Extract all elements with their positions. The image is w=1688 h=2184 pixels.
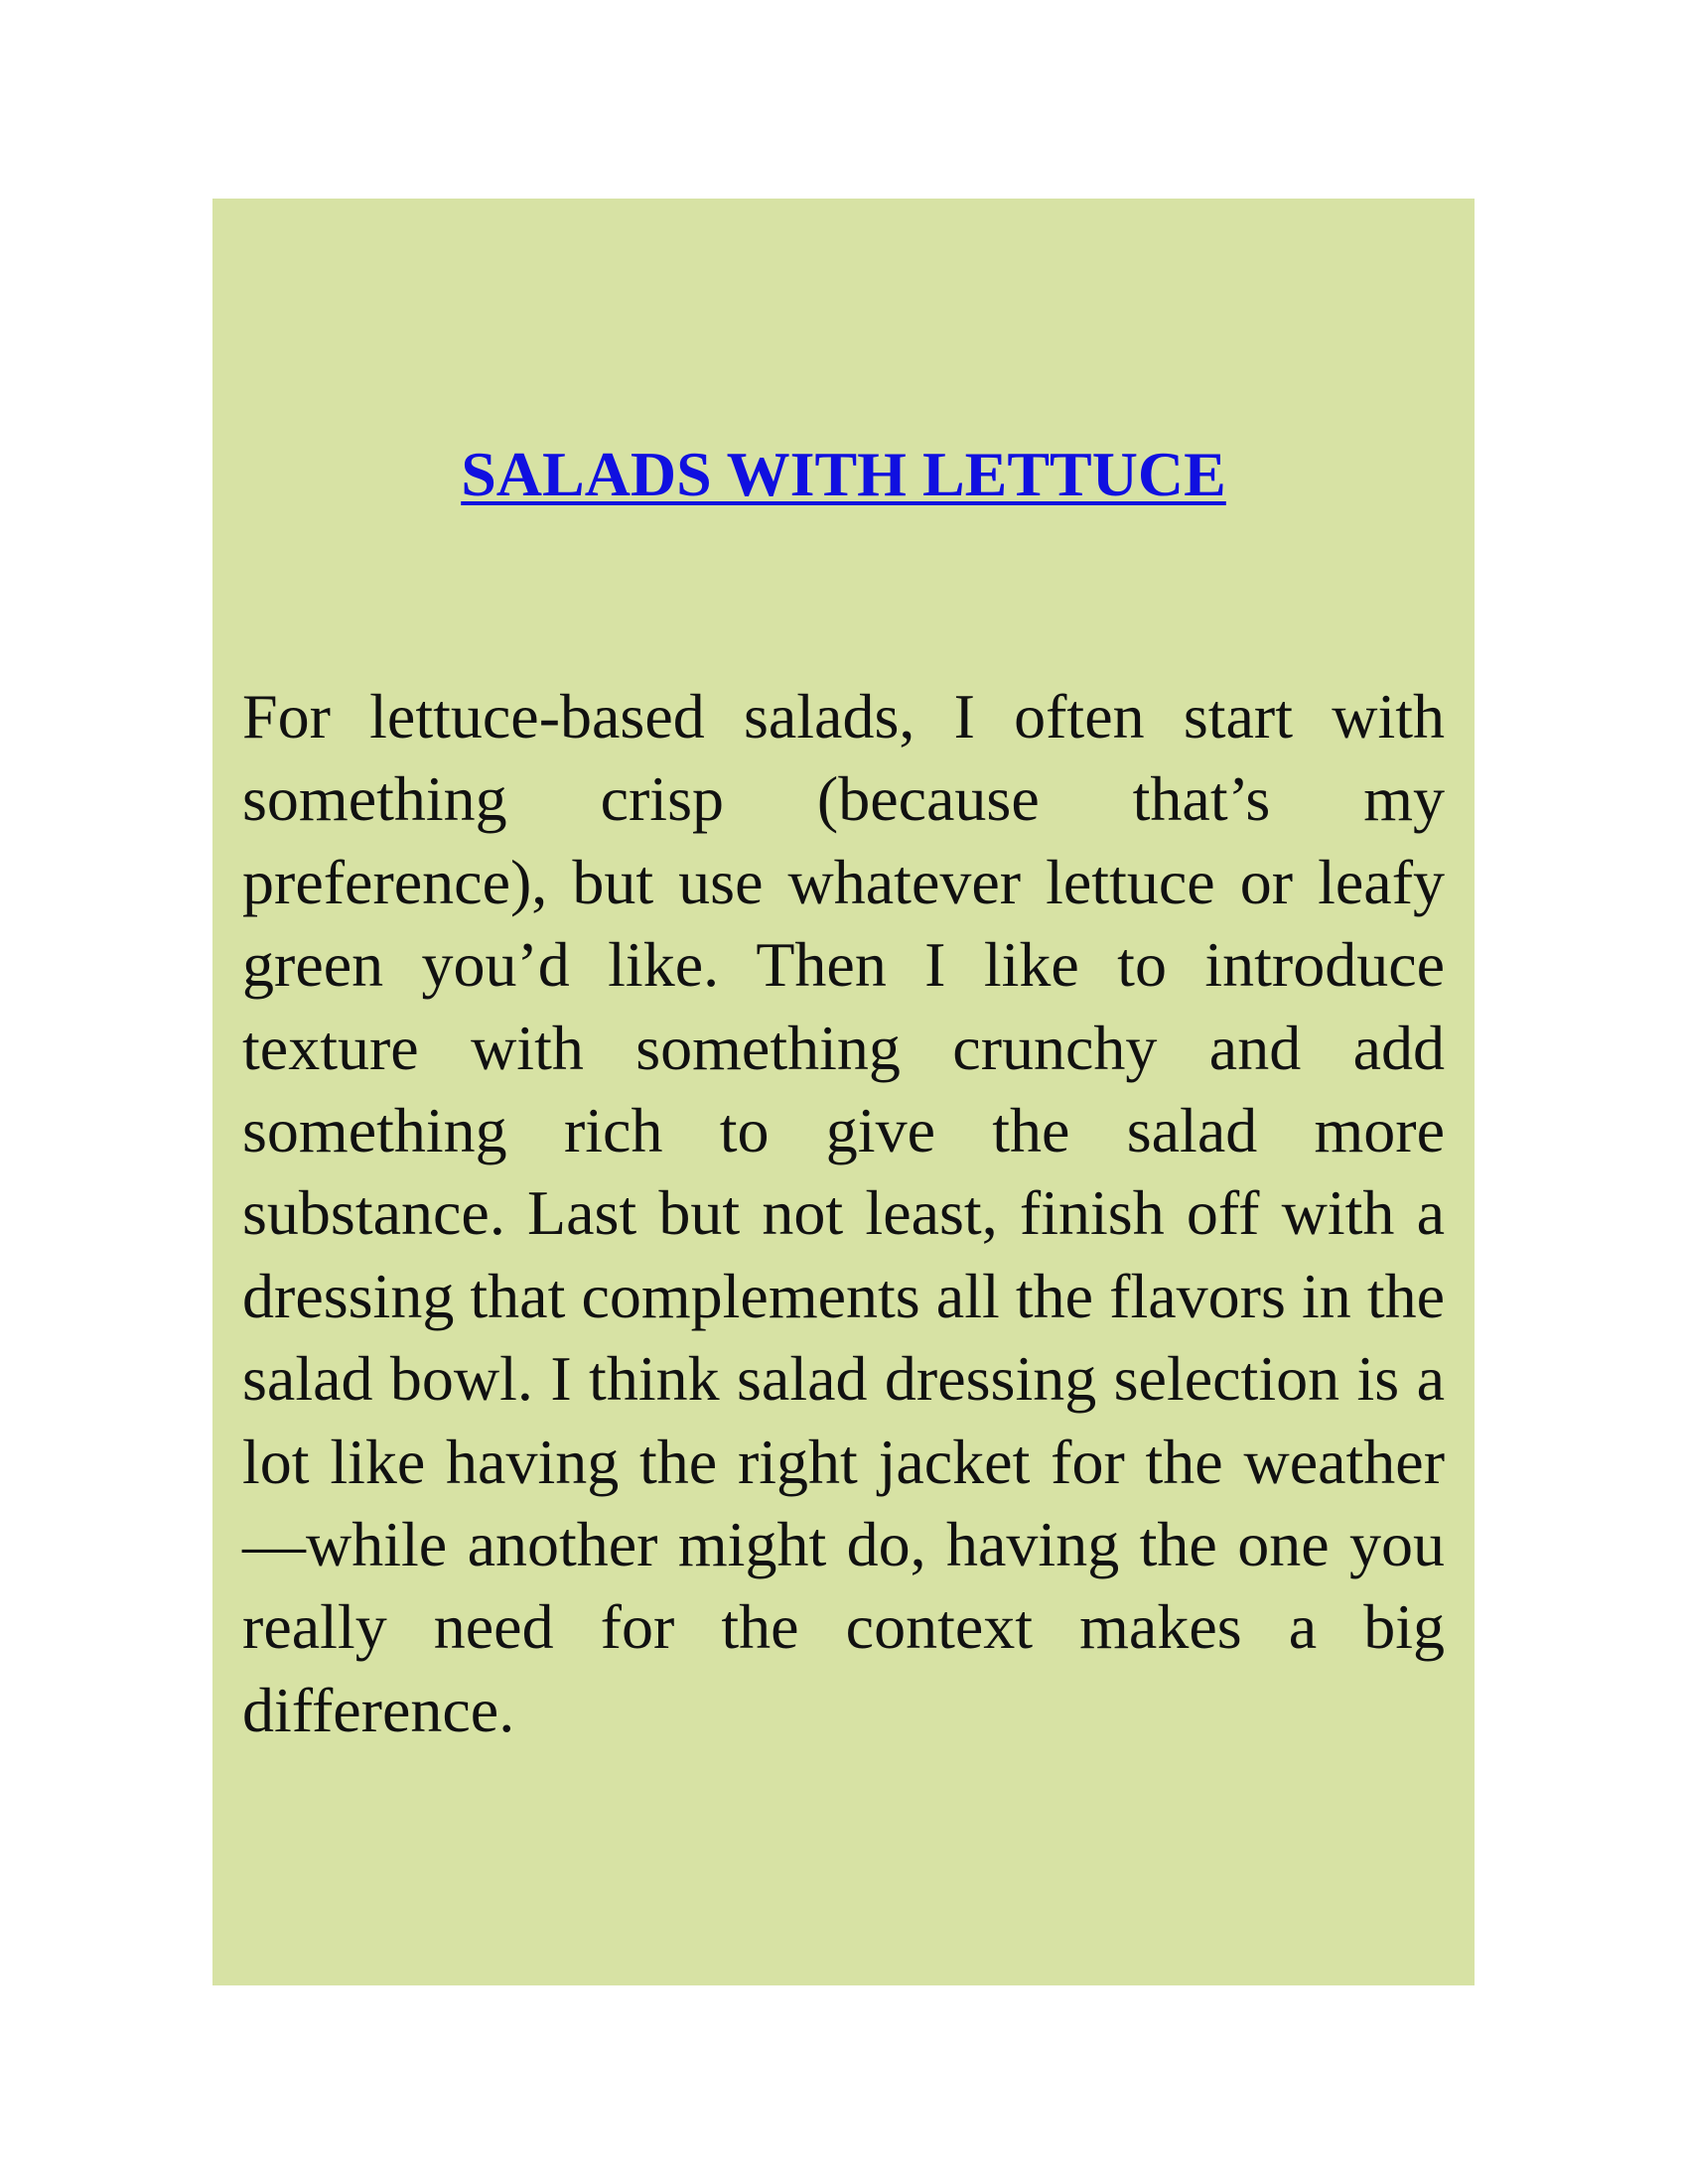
body-paragraph: For lettuce-based salads, I often start with something crisp (because that’s my preference), but use whatever lettuce or leafy green you’d like. Then I like to introduce texture with something crunchy and add something rich to give the salad more substance. Last but not least, finish off with a dressing that complements all the flavors in the salad bowl. I think salad dressing selection is a lot like having the right jacket for the weather—while another might do, having the one you really need for the context makes a big difference. [242, 681, 1445, 1745]
content-panel [212, 199, 1475, 1985]
page-title-link[interactable]: SALADS WITH LETTUCE [461, 439, 1226, 509]
